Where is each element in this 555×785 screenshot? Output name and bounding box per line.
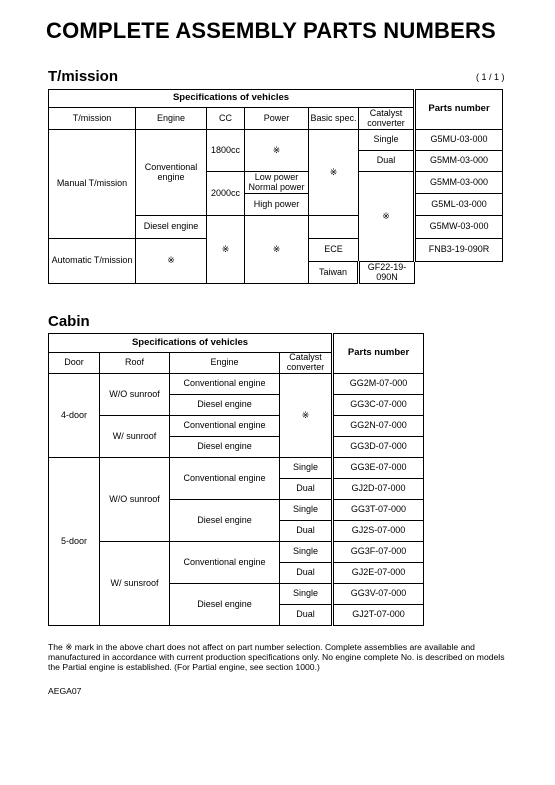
col-catalyst: Catalyst converter xyxy=(280,353,333,374)
engine-conventional: Conventional engine xyxy=(170,542,280,584)
catalyst-mark: ※ xyxy=(359,172,415,262)
tmission-part-1: G5MU-03-000 xyxy=(415,130,503,151)
engine-diesel: Diesel engine xyxy=(170,500,280,542)
cabin-part-11: GG3V-07-000 xyxy=(333,584,424,605)
tmission-part-2: G5MM-03-000 xyxy=(415,151,503,172)
cabin-part-8: GJ2S-07-000 xyxy=(333,521,424,542)
cabin-part-9: GG3F-07-000 xyxy=(333,542,424,563)
cabin-part-6: GJ2D-07-000 xyxy=(333,479,424,500)
roof-wo-sunroof-5: W/O sunroof xyxy=(100,458,170,542)
diesel-engine-cell: Diesel engine xyxy=(136,216,207,239)
cabin-section-title: Cabin xyxy=(48,313,90,330)
power-mark-1: ※ xyxy=(245,130,309,172)
cabin-part-3: GG2N-07-000 xyxy=(333,416,424,437)
power-low-normal: Low power Normal power xyxy=(245,172,309,194)
footnote: The ※ mark in the above chart does not affect on part number selection. Complete assemblies are available and manufactured in accordance with current production specifications only. No engine complete No. is described on models the Partial engine is established. (For Partial engine, see section 1000.) xyxy=(48,642,505,672)
engine-conventional: Conventional engine xyxy=(170,416,280,437)
col-power: Power xyxy=(245,108,309,130)
tmission-part-5: G5MW-03-000 xyxy=(415,216,503,239)
tmission-part-7: GF22-19-090N xyxy=(359,262,415,284)
basic-spec-blank xyxy=(309,216,359,239)
catalyst-single: Single xyxy=(280,542,333,563)
page-number: ( 1 / 1 ) xyxy=(476,72,505,82)
cabin-spec-header: Specifications of vehicles xyxy=(49,334,333,353)
catalyst-single: Single xyxy=(280,500,333,521)
cc-2000-cell: 2000cc xyxy=(207,172,245,216)
cc-mark: ※ xyxy=(207,216,245,284)
engine-conventional: Conventional engine xyxy=(170,458,280,500)
basic-spec-ece: ECE xyxy=(309,239,359,262)
catalyst-single: Single xyxy=(359,130,415,151)
tmission-parts-header: Parts number xyxy=(415,90,503,130)
cabin-part-4: GG3D-07-000 xyxy=(333,437,424,458)
page-title: COMPLETE ASSEMBLY PARTS NUMBERS xyxy=(46,18,496,43)
tmission-spec-header: Specifications of vehicles xyxy=(49,90,415,108)
engine-mark: ※ xyxy=(136,239,207,284)
col-engine: Engine xyxy=(136,108,207,130)
catalyst-dual: Dual xyxy=(280,563,333,584)
col-catalyst: Catalyst converter xyxy=(359,108,415,130)
col-basic-spec: Basic spec. xyxy=(309,108,359,130)
col-cc: CC xyxy=(207,108,245,130)
cc-1800-cell: 1800cc xyxy=(207,130,245,172)
roof-w-sunsroof-5: W/ sunsroof xyxy=(100,542,170,626)
catalyst-single: Single xyxy=(280,458,333,479)
automatic-tmission-cell: Automatic T/mission xyxy=(49,239,136,284)
catalyst-mark: ※ xyxy=(280,374,333,458)
cabin-part-7: GG3T-07-000 xyxy=(333,500,424,521)
col-roof: Roof xyxy=(100,353,170,374)
catalyst-dual: Dual xyxy=(280,521,333,542)
tmission-table xyxy=(48,89,503,284)
catalyst-dual: Dual xyxy=(359,151,415,172)
cabin-part-2: GG3C-07-000 xyxy=(333,395,424,416)
roof-w-sunroof-4: W/ sunroof xyxy=(100,416,170,458)
tmission-section-title: T/mission xyxy=(48,68,119,85)
catalyst-dual: Dual xyxy=(280,605,333,626)
cabin-part-10: GJ2E-07-000 xyxy=(333,563,424,584)
power-high: High power xyxy=(245,194,309,216)
door-5-cell: 5-door xyxy=(49,458,100,626)
engine-diesel: Diesel engine xyxy=(170,584,280,626)
cabin-part-5: GG3E-07-000 xyxy=(333,458,424,479)
conventional-engine-cell: Conventional engine xyxy=(136,130,207,216)
col-tmission: T/mission xyxy=(49,108,136,130)
catalyst-dual: Dual xyxy=(280,479,333,500)
cabin-parts-header: Parts number xyxy=(333,334,424,374)
cabin-table xyxy=(48,333,424,626)
tmission-part-3: G5MM-03-000 xyxy=(415,172,503,194)
basic-spec-mark: ※ xyxy=(309,130,359,216)
cabin-part-12: GJ2T-07-000 xyxy=(333,605,424,626)
basic-spec-taiwan: Taiwan xyxy=(309,262,359,284)
manual-tmission-cell: Manual T/mission xyxy=(49,130,136,239)
col-door: Door xyxy=(49,353,100,374)
cabin-part-1: GG2M-07-000 xyxy=(333,374,424,395)
engine-conventional: Conventional engine xyxy=(170,374,280,395)
tmission-part-4: G5ML-03-000 xyxy=(415,194,503,216)
door-4-cell: 4-door xyxy=(49,374,100,458)
tmission-part-6: FNB3-19-090R xyxy=(415,239,503,262)
engine-diesel: Diesel engine xyxy=(170,437,280,458)
catalyst-single: Single xyxy=(280,584,333,605)
document-code: AEGA07 xyxy=(48,686,82,696)
power-mark-2: ※ xyxy=(245,216,309,284)
roof-wo-sunroof-4: W/O sunroof xyxy=(100,374,170,416)
engine-diesel: Diesel engine xyxy=(170,395,280,416)
col-engine: Engine xyxy=(170,353,280,374)
